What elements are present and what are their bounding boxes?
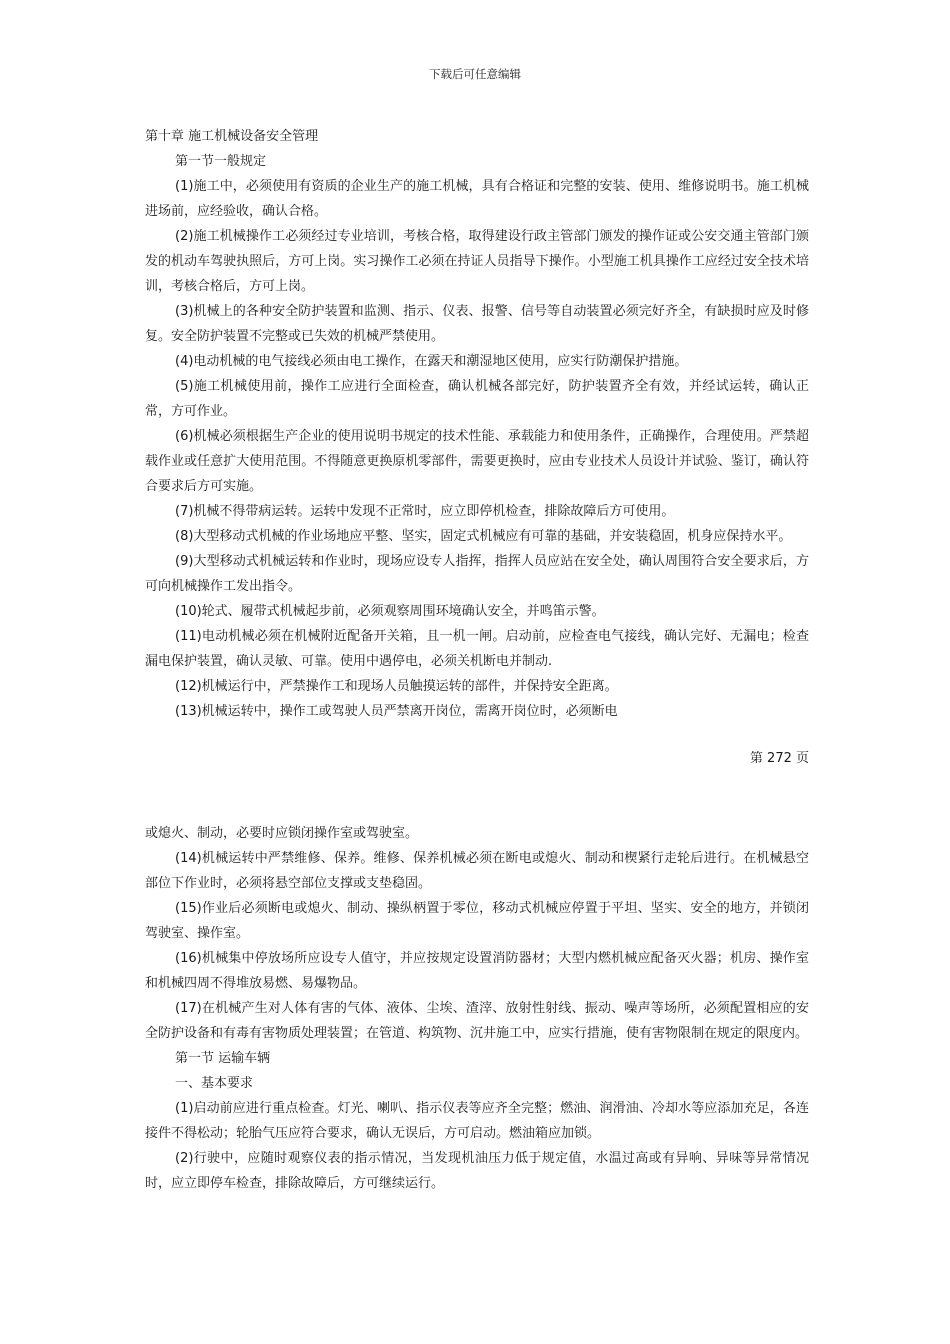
paragraph-8: (8)大型移动式机械的作业场地应平整、坚实，固定式机械应有可靠的基础，并安装稳固，机身应保持水平。 — [175, 529, 792, 544]
paragraph-14: (14)机械运转中严禁维修、保养。维修、保养机械必须在断电或熄火、制动和楔紧行走轮后进行。在机械悬空部位下作业时，必须将悬空部位支撑或支垫稳固。 — [145, 851, 809, 891]
page-273-body — [145, 821, 809, 1196]
paragraph-15: (15)作业后必须断电或熄火、制动、操纵柄置于零位，移动式机械应停置于平坦、坚实、安全的地方，并锁闭驾驶室、操作室。 — [145, 901, 809, 941]
vehicle-paragraph-2: (2)行驶中，应随时观察仪表的指示情况，当发现机油压力低于规定值，水温过高或有异响、异味等异常情况时，应立即停车检查，排除故障后，方可继续运行。 — [145, 1151, 809, 1191]
paragraph-13: (13)机械运转中，操作工或驾驶人员严禁离开岗位，需离开岗位时，必须断电 — [175, 704, 618, 719]
paragraph-16: (16)机械集中停放场所应设专人值守，并应按规定设置消防器材；大型内燃机械应配备灭火器；机房、操作室和机械四周不得堆放易燃、易爆物品。 — [145, 951, 809, 991]
paragraph-2: (2)施工机械操作工必须经过专业培训，考核合格，取得建设行政主管部门颁发的操作证或公安交通主管部门颁发的机动车驾驶执照后，方可上岗。实习操作工必须在持证人员指导下操作。小型施工机具操作工应经过安全技术培训，考核合格后，方可上岗。 — [145, 229, 809, 294]
paragraph-10: (10)轮式、履带式机械起步前，必须观察周围环境确认安全，并鸣笛示警。 — [175, 604, 605, 619]
paragraph-5: (5)施工机械使用前，操作工应进行全面检查，确认机械各部完好，防护装置齐全有效，并经试运转，确认正常，方可作业。 — [145, 379, 809, 419]
page-number: 第 272 页 — [749, 751, 809, 766]
paragraph-1: (1)施工中，必须使用有资质的企业生产的施工机械，具有合格证和完整的安装、使用、维修说明书。施工机械进场前，应经验收，确认合格。 — [145, 179, 809, 219]
paragraph-6: (6)机械必须根据生产企业的使用说明书规定的技术性能、承载能力和使用条件，正确操作，合理使用。严禁超载作业或任意扩大使用范围。不得随意更换原机零部件，需要更换时，应由专业技术人员设计并试验、鉴订，确认符合要求后方可实施。 — [145, 429, 809, 494]
paragraph-17: (17)在机械产生对人体有害的气体、液体、尘埃、渣滓、放射性射线、振动、噪声等场所，必须配置相应的安全防护设备和有毒有害物质处理装置；在管道、构筑物、沉井施工中，应实行措施，使有害物限制在规定的限度内。 — [145, 1001, 809, 1041]
page-header: 下载后可任意编辑 — [429, 67, 521, 81]
paragraph-12: (12)机械运行中，严禁操作工和现场人员触摸运转的部件，并保持安全距离。 — [175, 679, 618, 694]
paragraph-9: (9)大型移动式机械运转和作业时，现场应设专人指挥，指挥人员应站在安全处，确认周围符合安全要求后，方可向机械操作工发出指令。 — [145, 554, 809, 594]
subsection-title: 一、基本要求 — [175, 1076, 254, 1091]
section-title-vehicles: 第一节 运输车辆 — [175, 1051, 271, 1066]
paragraph-3: (3)机械上的各种安全防护装置和监测、指示、仪表、报警、信号等自动装置必须完好齐全，有缺损时应及时修复。安全防护装置不完整或已失效的机械严禁使用。 — [145, 304, 809, 344]
chapter-title: 第十章 施工机械设备安全管理 — [145, 129, 319, 144]
paragraph-7: (7)机械不得带病运转。运转中发现不正常时，应立即停机检查，排除故障后方可使用。 — [175, 504, 675, 519]
vehicle-paragraph-1: (1)启动前应进行重点检查。灯光、喇叭、指示仪表等应齐全完整；燃油、润滑油、冷却水等应添加充足，各连接件不得松动；轮胎气压应符合要求，确认无误后，方可启动。燃油箱应加锁。 — [145, 1101, 809, 1141]
page-272-body — [145, 124, 809, 724]
paragraph-4: (4)电动机械的电气接线必须由电工操作，在露天和潮湿地区使用，应实行防潮保护措施。 — [175, 354, 688, 369]
section-title: 第一节一般规定 — [175, 154, 267, 169]
paragraph-11: (11)电动机械必须在机械附近配备开关箱，且一机一闸。启动前，应检查电气接线，确认完好、无漏电；检查漏电保护装置，确认灵敏、可靠。使用中遇停电，必须关机断电并制动. — [145, 629, 809, 669]
continuation-text: 或熄火、制动，必要时应锁闭操作室或驾驶室。 — [145, 826, 419, 841]
